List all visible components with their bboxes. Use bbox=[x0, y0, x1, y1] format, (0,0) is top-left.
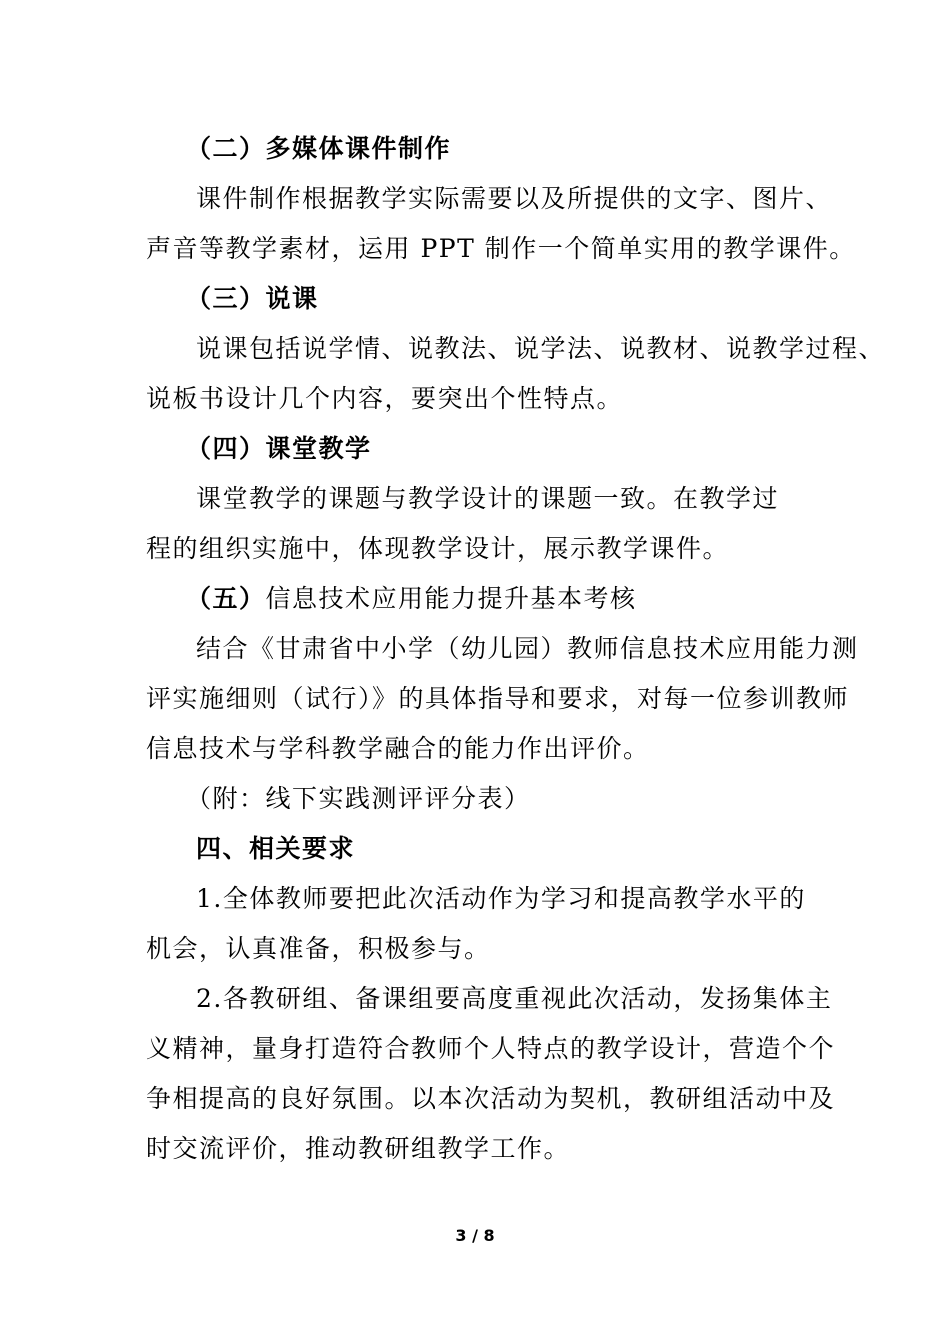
section-heading-classroom: （四）课堂教学 bbox=[186, 434, 372, 463]
section-heading-requirements: 四、相关要求 bbox=[196, 834, 356, 863]
appendix-note: （附：线下实践测评评分表） bbox=[186, 784, 531, 813]
list-item-line: 2.各教研组、备课组要高度重视此次活动，发扬集体主 bbox=[196, 984, 833, 1013]
page-number: 3 / 8 bbox=[455, 1226, 495, 1245]
paragraph-line: 评实施细则（试行）》的具体指导和要求，对每一位参训教师 bbox=[146, 684, 850, 713]
list-item-line: 时交流评价，推动教研组教学工作。 bbox=[146, 1134, 571, 1163]
heading-text: 信息技术应用能力提升基本考核 bbox=[265, 584, 637, 613]
paragraph-line: 课件制作根据教学实际需要以及所提供的文字、图片、 bbox=[196, 184, 833, 213]
paragraph-line: 结合《甘肃省中小学（幼儿园）教师信息技术应用能力测 bbox=[196, 634, 859, 663]
list-item-line: 争相提高的良好氛围。以本次活动为契机，教研组活动中及 bbox=[146, 1084, 836, 1113]
paragraph-line: 课堂教学的课题与教学设计的课题一致。在教学过 bbox=[196, 484, 780, 513]
list-item-line: 义精神，量身打造符合教师个人特点的教学设计，营造个个 bbox=[146, 1034, 836, 1063]
section-heading-lecture: （三）说课 bbox=[186, 284, 319, 313]
paragraph-line: 说板书设计几个内容，要突出个性特点。 bbox=[146, 384, 624, 413]
list-item-line: 1.全体教师要把此次活动作为学习和提高教学水平的 bbox=[196, 884, 806, 913]
heading-number: （五） bbox=[186, 584, 266, 613]
paragraph-line: 程的组织实施中，体现教学设计，展示教学课件。 bbox=[146, 534, 730, 563]
list-item-line: 机会，认真准备，积极参与。 bbox=[146, 934, 491, 963]
paragraph-line: 说课包括说学情、说教法、说学法、说教材、说教学过程、 bbox=[196, 334, 886, 363]
section-heading-it-assessment bbox=[186, 583, 637, 615]
section-heading-multimedia: （二）多媒体课件制作 bbox=[186, 134, 452, 163]
paragraph-line: 声音等教学素材，运用 PPT 制作一个简单实用的教学课件。 bbox=[146, 234, 856, 263]
paragraph-line: 信息技术与学科教学融合的能力作出评价。 bbox=[146, 734, 650, 763]
